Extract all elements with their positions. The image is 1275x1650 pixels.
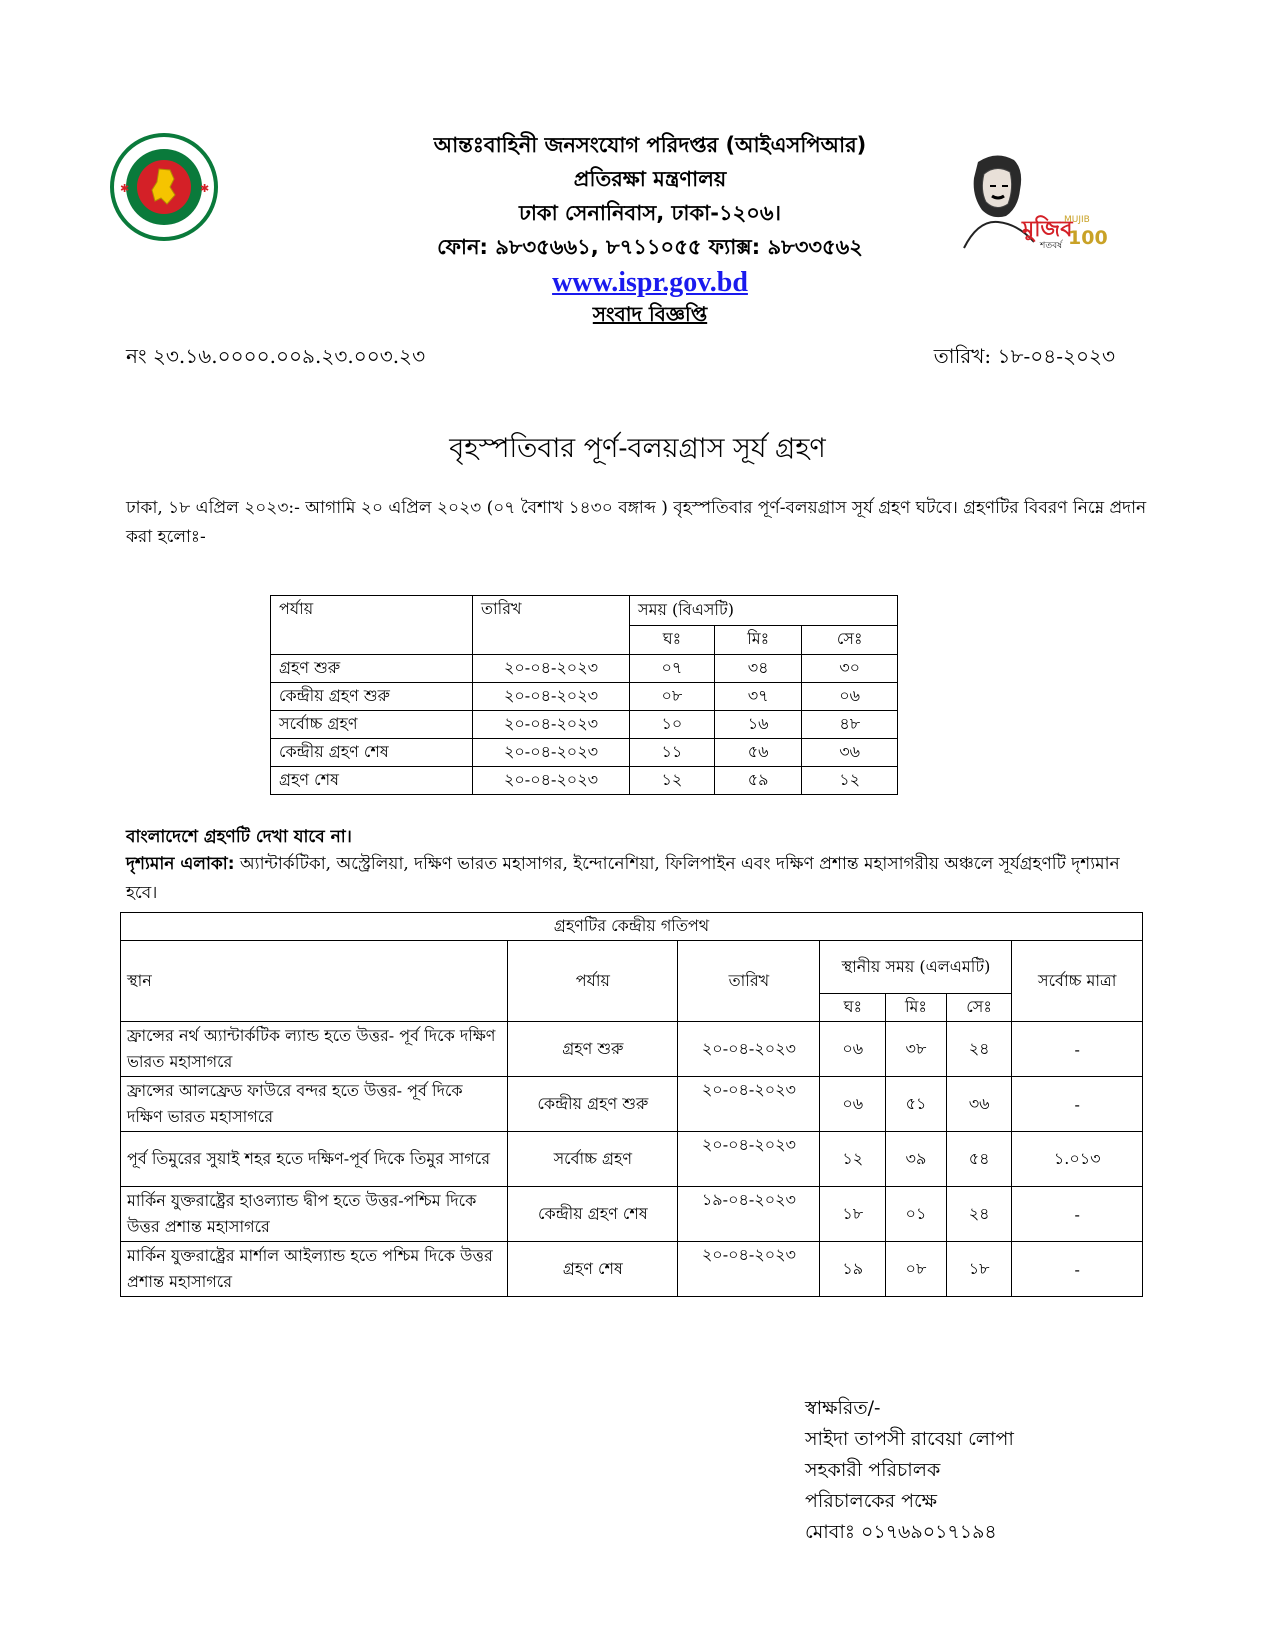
place-cell: মার্কিন যুক্তরাষ্ট্রের হাওল্যান্ড দ্বীপ হতে উত্তর-পশ্চিম দিকে উত্তর প্রশান্ত মহাসাগরে [121,1187,508,1242]
memo-number: নং ২৩.১৬.০০০০.০০৯.২৩.০০৩.২৩ [126,344,426,368]
header-phase: পর্যায় [271,596,473,655]
date-cell: ২০-০৪-২০২৩ [473,711,630,739]
hour-cell: ০৮ [630,683,715,711]
second-cell: ৪৮ [802,711,898,739]
second-cell: ১৮ [946,1242,1012,1297]
table-row [121,1132,1143,1187]
header-phase: পর্যায় [508,941,678,1022]
contact-line: ফোন: ৯৮৩৫৬৬১, ৮৭১১০৫৫ ফ্যাক্স: ৯৮৩৩৫৬২ [437,235,863,259]
page-title: বৃহস্পতিবার পূর্ণ-বলয়গ্রাস সূর্য গ্রহণ [449,433,826,464]
table-row [271,683,898,711]
intro-paragraph: ঢাকা, ১৮ এপ্রিল ২০২৩:- আগামি ২০ এপ্রিল ২০২৩ (০৭ বৈশাখ ১৪৩০ বঙ্গাব্দ ) বৃহস্পতিবার পূর্ণ-বলয়গ্রাস সূর্য গ্রহণ ঘটবে। গ্রহণটির বিবরণ নিম্নে প্রদান করা হলোঃ- [126,498,1147,547]
minute-cell: ৫১ [886,1077,947,1132]
mobile-number: মোবাঃ ০১৭৬৯০১৭১৯৪ [805,1521,997,1543]
place-cell: ফ্রান্সের আলফ্রেড ফাউরে বন্দর হতে উত্তর- পূর্ব দিকে দক্ষিণ ভারত মহাসাগরে [121,1077,508,1132]
second-cell: ৫৪ [946,1132,1012,1187]
table-row [121,1022,1143,1077]
date-cell: ২০-০৪-২০২৩ [678,1077,820,1132]
hour-cell: ১২ [630,767,715,795]
mujib-english-label: MUJIB [1064,215,1090,225]
header-hour: ঘঃ [630,625,715,655]
header-place: স্থান [121,941,508,1022]
table-row [121,1187,1143,1242]
date-cell: ২০-০৪-২০২৩ [473,767,630,795]
minute-cell: ৩৭ [714,683,802,711]
visible-area-paragraph [126,850,1156,908]
minute-cell: ০১ [886,1187,947,1242]
table-row [271,739,898,767]
header-date: তারিখ [678,941,820,1022]
signed-label: স্বাক্ষরিত/- [805,1397,881,1419]
visible-area-label: দৃশ্যমান এলাকা: [126,854,235,874]
place-cell: মার্কিন যুক্তরাষ্ট্রের মার্শাল আইল্যান্ড হতে পশ্চিম দিকে উত্তর প্রশান্ত মহাসাগরে [121,1242,508,1297]
on-behalf-label: পরিচালকের পক্ষে [805,1490,938,1512]
place-cell: পূর্ব তিমুরের সুয়াই শহর হতে দক্ষিণ-পূর্ব দিকে তিমুর সাগরে [121,1132,508,1187]
ministry-name: প্রতিরক্ষা মন্ত্রণালয় [573,167,727,191]
hour-cell: ০৬ [820,1077,886,1132]
date-cell: ২০-০৪-২০২৩ [678,1022,820,1077]
table-row [271,655,898,683]
path-table-title: গ্রহণটির কেন্দ্রীয় গতিপথ [121,913,1143,941]
header-second: সেঃ [802,625,898,655]
phase-cell: সর্বোচ্চ গ্রহণ [271,711,473,739]
table-row [271,711,898,739]
header-local-time: স্থানীয় সময় (এলএমটি) [820,941,1012,994]
phase-cell: গ্রহণ শুরু [508,1022,678,1077]
place-cell: ফ্রান্সের নর্থ অ্যান্টার্কটিক ল্যান্ড হতে উত্তর- পূর্ব দিকে দক্ষিণ ভারত মহাসাগরে [121,1022,508,1077]
date-cell: ২০-০৪-২০২৩ [473,683,630,711]
issue-date: তারিখ: ১৮-০৪-২০২৩ [933,344,1115,368]
date-cell: ১৯-০৪-২০২৩ [678,1187,820,1242]
header-minute: মিঃ [886,994,947,1022]
minute-cell: ০৮ [886,1242,947,1297]
magnitude-cell: - [1012,1242,1143,1297]
second-cell: ৩৬ [802,739,898,767]
minute-cell: ৫৬ [714,739,802,767]
hour-cell: ১১ [630,739,715,767]
table-row [121,1077,1143,1132]
date-cell: ২০-০৪-২০২৩ [473,655,630,683]
date-cell: ২০-০৪-২০২৩ [678,1242,820,1297]
eclipse-phase-table [270,595,898,795]
letterhead [300,128,1000,328]
signatory-designation: সহকারী পরিচালক [805,1459,941,1481]
second-cell: ৩০ [802,655,898,683]
mujib-wordmark: মুজিব [1022,217,1073,242]
hour-cell: ১৮ [820,1187,886,1242]
hour-cell: ১২ [820,1132,886,1187]
minute-cell: ৩৮ [886,1022,947,1077]
magnitude-cell: - [1012,1187,1143,1242]
minute-cell: ৫৯ [714,767,802,795]
second-cell: ৩৬ [946,1077,1012,1132]
header-max-magnitude: সর্বোচ্চ মাত্রা [1012,941,1143,1022]
svg-text:✱: ✱ [200,182,210,195]
magnitude-cell: - [1012,1077,1143,1132]
signatory-name: সাইদা তাপসী রাবেয়া লোপা [805,1428,1014,1450]
phase-cell: কেন্দ্রীয় গ্রহণ শেষ [508,1187,678,1242]
phase-cell: গ্রহণ শেষ [271,767,473,795]
magnitude-cell: - [1012,1022,1143,1077]
phase-cell: কেন্দ্রীয় গ্রহণ শুরু [508,1077,678,1132]
hour-cell: ০৭ [630,655,715,683]
minute-cell: ৩৪ [714,655,802,683]
date-cell: ২০-০৪-২০২৩ [678,1132,820,1187]
second-cell: ২৪ [946,1187,1012,1242]
phase-cell: গ্রহণ শেষ [508,1242,678,1297]
date-cell: ২০-০৪-২০২৩ [473,739,630,767]
table-row [121,1242,1143,1297]
phase-cell: কেন্দ্রীয় গ্রহণ শেষ [271,739,473,767]
header-hour: ঘঃ [820,994,886,1022]
visible-area-text: অ্যান্টার্কটিকা, অস্ট্রেলিয়া, দক্ষিণ ভারত মহাসাগর, ইন্দোনেশিয়া, ফিলিপাইন এবং দক্ষিণ প্রশান্ত মহাসাগরীয় অঞ্চলে সূর্যগ্রহণটি দৃশ্যমান হবে। [126,854,1120,903]
address-line: ঢাকা সেনানিবাস, ঢাকা-১২০৬। [518,201,782,225]
table-row [271,767,898,795]
header-date: তারিখ [473,596,630,655]
magnitude-cell: ১.০১৩ [1012,1132,1143,1187]
mujib-sub-label: শতবর্ষ [1040,241,1063,251]
minute-cell: ৩৯ [886,1132,947,1187]
department-name: আন্তঃবাহিনী জনসংযোগ পরিদপ্তর (আইএসপিআর) [433,133,867,157]
visibility-note: বাংলাদেশে গ্রহণটি দেখা যাবে না। [126,827,352,847]
svg-text:✱: ✱ [120,182,130,195]
header-minute: মিঃ [714,625,802,655]
government-seal-logo [104,132,224,242]
second-cell: ২৪ [946,1022,1012,1077]
mujib-100-number: 100 [1068,227,1108,249]
phase-cell: গ্রহণ শুরু [271,655,473,683]
minute-cell: ১৬ [714,711,802,739]
second-cell: ০৬ [802,683,898,711]
website-link[interactable]: www.ispr.gov.bd [552,267,748,298]
header-time: সময় (বিএসটি) [630,596,898,626]
press-release-label: সংবাদ বিজ্ঞপ্তি [592,302,708,326]
second-cell: ১২ [802,767,898,795]
hour-cell: ০৬ [820,1022,886,1077]
phase-cell: কেন্দ্রীয় গ্রহণ শুরু [271,683,473,711]
hour-cell: ১০ [630,711,715,739]
hour-cell: ১৯ [820,1242,886,1297]
signature-block [805,1393,1014,1548]
central-path-table [120,912,1143,1297]
header-second: সেঃ [946,994,1012,1022]
phase-cell: সর্বোচ্চ গ্রহণ [508,1132,678,1187]
